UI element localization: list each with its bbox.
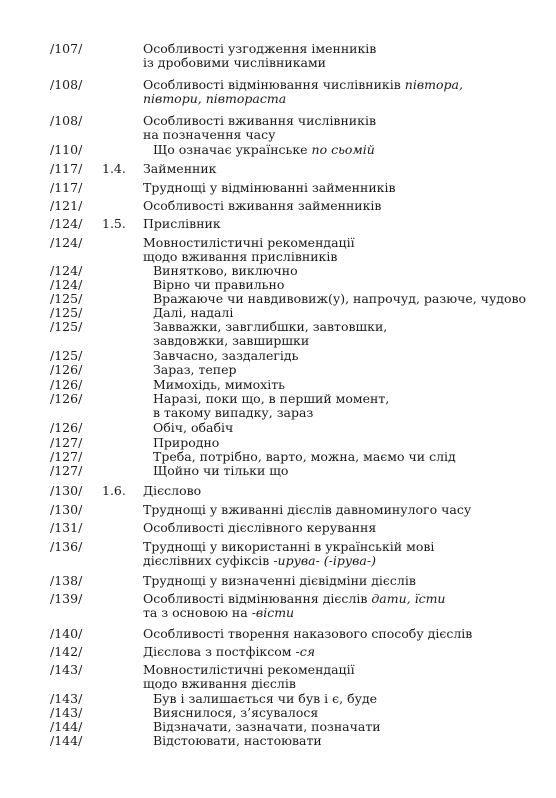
page-number: /110/ bbox=[50, 142, 83, 157]
page-number: /117/ bbox=[50, 161, 83, 176]
entry-title: Обіч, обабіч bbox=[153, 420, 234, 435]
page-number: /107/ bbox=[50, 41, 83, 56]
entry-title: Що означає українське по сьомій bbox=[153, 142, 375, 157]
page-number: /125/ bbox=[50, 305, 83, 320]
entry-title: Щойно чи тільки що bbox=[153, 463, 289, 478]
entry-title: Завважки, завглибшки, завтовшки, завдовжки, завширшки bbox=[153, 319, 388, 348]
page-number: /125/ bbox=[50, 319, 83, 334]
entry-title: Був і залишається чи був і є, буде bbox=[153, 691, 378, 706]
page-number: /125/ bbox=[50, 348, 83, 363]
entry-title: Труднощі у відмінюванні займенників bbox=[143, 180, 396, 195]
page-number: /136/ bbox=[50, 539, 83, 554]
page-number: /121/ bbox=[50, 198, 83, 213]
section-title: Дієслово bbox=[143, 483, 202, 498]
page-number: /108/ bbox=[50, 113, 83, 128]
entry-title: Особливості узгодження іменників із дробовими числівниками bbox=[143, 41, 377, 70]
entry-title: Особливості вживання числівників на позначення часу bbox=[143, 113, 376, 142]
page-number: /126/ bbox=[50, 420, 83, 435]
entry-title: Особливості творення наказового способу дієслів bbox=[143, 626, 473, 641]
page-number: /130/ bbox=[50, 502, 83, 517]
entry-title: Відстоювати, настоювати bbox=[153, 733, 322, 748]
page-number: /138/ bbox=[50, 573, 83, 588]
page-number: /124/ bbox=[50, 235, 83, 250]
page-number: /143/ bbox=[50, 705, 83, 720]
entry-title: Відзначати, зазначати, позначати bbox=[153, 719, 381, 734]
page-number: /127/ bbox=[50, 435, 83, 450]
entry-title: Особливості відмінювання дієслів дати, їсти та з основою на -вісти bbox=[143, 591, 446, 620]
entry-title: Труднощі у вживанні дієслів давноминулого часу bbox=[143, 502, 472, 517]
page-number: /127/ bbox=[50, 463, 83, 478]
section-title: Прислівник bbox=[143, 216, 221, 231]
page-number: /143/ bbox=[50, 691, 83, 706]
entry-title: Особливості дієслівного керування bbox=[143, 520, 377, 535]
page-number: /125/ bbox=[50, 291, 83, 306]
page-number: /126/ bbox=[50, 362, 83, 377]
entry-title: Винятково, виключно bbox=[153, 263, 298, 278]
page-number: /142/ bbox=[50, 644, 83, 659]
entry-title: Вірно чи правильно bbox=[153, 277, 285, 292]
page-number: /127/ bbox=[50, 449, 83, 464]
page-number: /144/ bbox=[50, 733, 83, 748]
page-number: /140/ bbox=[50, 626, 83, 641]
entry-title: Мовностилістичні рекомендації щодо вживання прислівників bbox=[143, 235, 355, 264]
entry-title: Вияснилося, з’ясувалося bbox=[153, 705, 319, 720]
page-number: /144/ bbox=[50, 719, 83, 734]
entry-title: Дієслова з постфіксом -ся bbox=[143, 644, 315, 659]
section-number: 1.5. bbox=[102, 216, 126, 231]
page-number: /126/ bbox=[50, 391, 83, 406]
entry-title: Вражаюче чи навдивовиж(у), напрочуд, разюче, чудово bbox=[153, 291, 527, 306]
section-title: Займенник bbox=[143, 161, 217, 176]
entry-title: Треба, потрібно, варто, можна, маємо чи слід bbox=[153, 449, 456, 464]
entry-title: Мимохідь, мимохіть bbox=[153, 377, 285, 392]
section-number: 1.6. bbox=[102, 483, 126, 498]
page-number: /108/ bbox=[50, 77, 83, 92]
section-number: 1.4. bbox=[102, 161, 126, 176]
page-number: /124/ bbox=[50, 277, 83, 292]
entry-title: Природно bbox=[153, 435, 220, 450]
entry-title: Особливості вживання займенників bbox=[143, 198, 382, 213]
entry-title: Труднощі у визначенні дієвідміни дієслів bbox=[143, 573, 416, 588]
entry-title: Далі, надалі bbox=[153, 305, 234, 320]
entry-title: Мовностилістичні рекомендації щодо вживання дієслів bbox=[143, 662, 355, 691]
entry-title: Наразі, поки що, в перший момент, в такому випадку, зараз bbox=[153, 391, 390, 420]
entry-title: Труднощі у використанні в українській мові дієслівних суфіксів -ирува- (-ірува-) bbox=[143, 539, 435, 568]
page-number: /117/ bbox=[50, 180, 83, 195]
page-number: /131/ bbox=[50, 520, 83, 535]
page-number: /126/ bbox=[50, 377, 83, 392]
entry-title: Особливості відмінювання числівників півтора, півтори, півтораста bbox=[143, 77, 463, 106]
page-number: /139/ bbox=[50, 591, 83, 606]
page-number: /130/ bbox=[50, 483, 83, 498]
page-number: /124/ bbox=[50, 216, 83, 231]
entry-title: Зараз, тепер bbox=[153, 362, 237, 377]
entry-title: Завчасно, заздалегідь bbox=[153, 348, 299, 363]
page-number: /143/ bbox=[50, 662, 83, 677]
page-number: /124/ bbox=[50, 263, 83, 278]
